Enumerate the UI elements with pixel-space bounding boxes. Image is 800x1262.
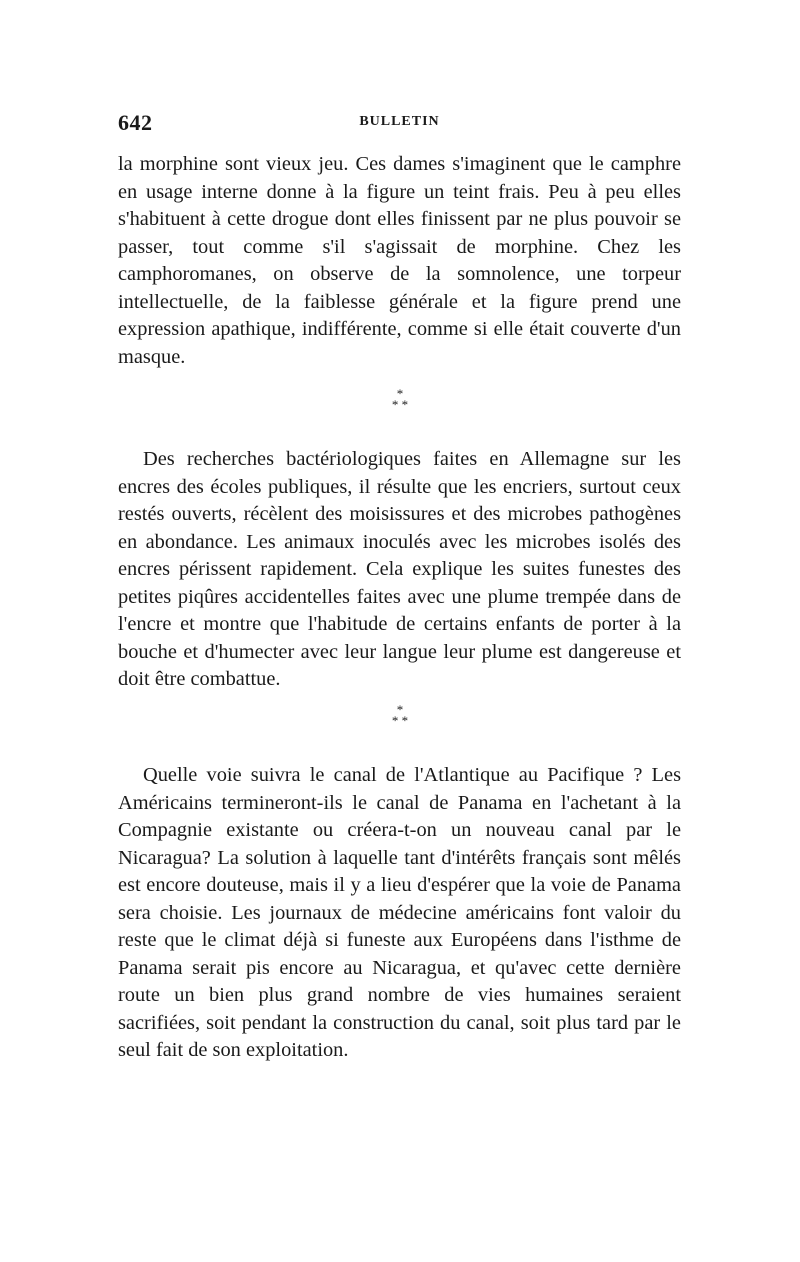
asterism-top: *	[396, 702, 404, 717]
page-number: 642	[118, 110, 153, 135]
asterism-bottom: * *	[391, 713, 409, 728]
asterism-top: *	[396, 386, 404, 401]
paragraph-canal: Quelle voie suivra le canal de l'Atlantique au Pacifique ? Les Américains termineront-ils le canal de Panama en l'achetant à la Compagnie existante ou créera-t-on un nouveau canal par le Nicaragua? La solution à laquelle tant d'intérêts français sont mêlés est encore douteuse, mais il y a lieu d'espérer que la voie de Panama sera choisie. Les journaux de médecine américains font valoir du reste que le climat déjà si funeste aux Européens dans l'isthme de Panama serait pis encore au Nicaragua, et qu'avec cette dernière route un bien plus grand nombre de vies humaines seraient sacrifiées, soit pendant la construction du canal, soit plus tard par le seul fait de son exploitation.	[118, 764, 681, 1061]
asterism-separator	[360, 704, 440, 734]
running-head: BULLETIN	[359, 114, 440, 129]
paragraph-camphor: la morphine sont vieux jeu. Ces dames s'imaginent que le camphre en usage interne donne à la figure un teint frais. Peu à peu elles s'habituent à cette drogue dont elles finissent par ne plus pouvoir se passer, tout comme s'il s'agissait de morphine. Chez les camphoromanes, on observe de la somnolence, une torpeur intellectuelle, de la faiblesse générale et la figure prend une expression apathique, indifférente, comme si elle était couverte d'un masque.	[118, 153, 681, 368]
paragraph-ink-microbes: Des recherches bactériologiques faites en Allemagne sur les encres des écoles publiques, il résulte que les encriers, surtout ceux restés ouverts, récèlent des moisissures et des microbes pathogènes en abondance. Les animaux inoculés avec les microbes isolés des encres périssent rapidement. Cela explique les suites funestes des petites piqûres accidentelles faites avec une plume trempée dans de l'encre et montre que l'habitude de certains enfants de porter à la bouche et d'humecter avec leur langue leur plume est dangereuse et doit être combattue.	[118, 448, 681, 690]
asterism-separator	[360, 388, 440, 418]
asterism-bottom: * *	[391, 397, 409, 412]
page-header	[118, 110, 681, 140]
